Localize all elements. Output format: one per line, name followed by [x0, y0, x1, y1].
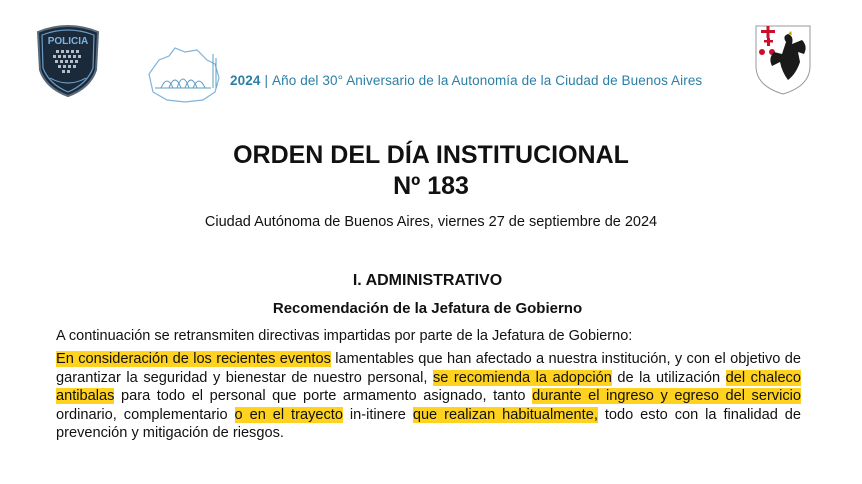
section-heading: I. ADMINISTRATIVO	[352, 272, 503, 289]
paragraph-segment: in-itinere	[342, 406, 413, 423]
paragraph-segment-highlighted: que realizan habitualmente,	[412, 406, 598, 423]
paragraph-segment-highlighted: del chaleco antibalas	[56, 369, 801, 404]
paragraph-segment: ordinario, complementario	[56, 406, 235, 423]
paragraph-segment: de la utilización	[611, 369, 726, 386]
police-badge-text: POLICIA	[47, 36, 89, 47]
body-paragraph	[56, 350, 801, 443]
paragraph-segment-highlighted: durante el ingreso y egreso del servicio	[532, 388, 801, 404]
paragraph-segment-highlighted: En consideración de los recientes eventos	[56, 351, 331, 367]
document-number: Nº 183	[393, 172, 469, 200]
paragraph-segment: todo esto con la finalidad de prevención y mitigación de riesgos.	[56, 406, 801, 441]
document-header	[0, 0, 862, 110]
police-badge-logo	[32, 22, 104, 98]
paragraph-segment-highlighted: o en el trayecto	[234, 406, 343, 423]
anniversary-banner	[230, 73, 702, 88]
eagle-crest-icon	[752, 22, 814, 96]
anniversary-separator: |	[264, 73, 269, 88]
document-title: ORDEN DEL DÍA INSTITUCIONAL	[233, 141, 629, 169]
anniversary-text: Año del 30° Aniversario de la Autonomía de la Ciudad de Buenos Aires	[272, 73, 703, 88]
paragraph-segment: lamentables que han afectado a nuestra institución, y con el objetivo de garantizar la seguridad y bienestar de nuestro personal,	[56, 351, 802, 386]
subsection-heading: Recomendación de la Jefatura de Gobierno	[272, 300, 583, 317]
dateline: Ciudad Autónoma de Buenos Aires, viernes 27 de septiembre de 2024	[204, 214, 658, 230]
paragraph-segment: para todo el personal que porte armamento asignado, tanto	[114, 388, 533, 404]
paragraph-segment-highlighted: se recomienda la adopción	[432, 369, 612, 386]
city-skyline-logo	[145, 44, 225, 106]
intro-text: A continuación se retransmiten directivas impartidas por parte de la Jefatura de Gobierno:	[56, 328, 633, 344]
anniversary-year: 2024	[230, 73, 261, 88]
